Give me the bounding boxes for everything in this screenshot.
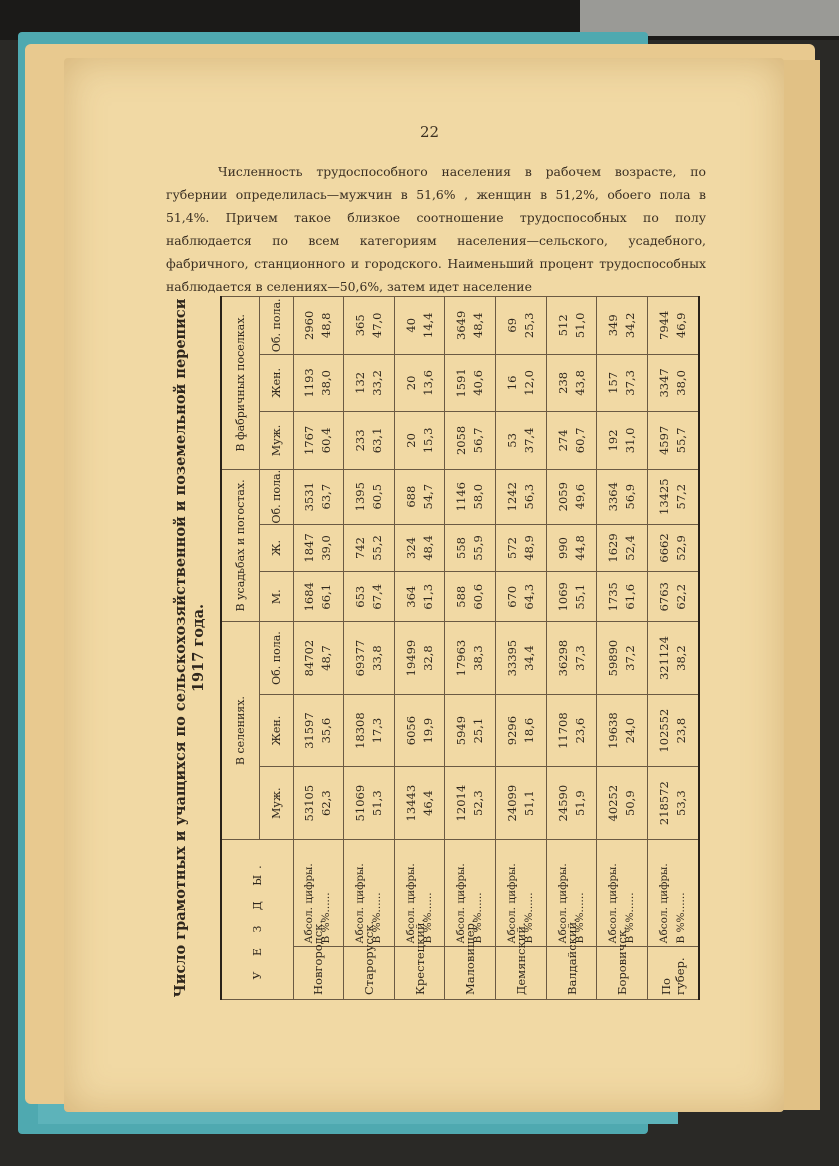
cell-percent: 52,4 — [623, 535, 638, 561]
table-cell — [597, 297, 648, 355]
cell-percent: 58,0 — [471, 483, 486, 510]
rotated-table-content — [168, 296, 708, 1000]
row-kind-abs: Абсол. цифры. — [353, 863, 366, 944]
cell-absolute: 3364 — [606, 482, 621, 512]
table-cell — [344, 767, 395, 840]
cell-percent: 48,4 — [420, 535, 435, 561]
table-cell — [648, 297, 699, 355]
cell-absolute: 5949 — [454, 715, 469, 746]
cell-percent: 60,5 — [369, 483, 384, 510]
cell-percent: 25,3 — [521, 312, 536, 339]
cell-percent: 37,3 — [623, 370, 638, 396]
table-cell — [293, 524, 344, 572]
cell-absolute: 1684 — [302, 582, 317, 612]
cell-absolute: 653 — [352, 585, 367, 608]
table-cell — [496, 767, 547, 840]
row-kind-abs: Абсол. цифры. — [455, 863, 468, 944]
table-cell — [394, 572, 445, 622]
table-cell — [293, 572, 344, 622]
table-row — [445, 297, 496, 1000]
table-cell — [496, 622, 547, 695]
cell-percent: 63,7 — [319, 483, 334, 510]
cell-absolute: 20 — [403, 433, 418, 448]
cell-absolute: 512 — [555, 314, 570, 337]
table-cell — [648, 354, 699, 412]
table-cell — [597, 412, 648, 470]
row-kind-pct: В %%...... — [370, 892, 383, 944]
table-row — [546, 297, 597, 1000]
cell-percent: 23,8 — [674, 717, 689, 744]
scan-background-corner — [580, 0, 839, 36]
table-cell — [597, 524, 648, 572]
cell-absolute: 349 — [606, 314, 621, 337]
table-cell — [648, 412, 699, 470]
cell-absolute: 6662 — [657, 533, 672, 563]
table-cell — [344, 694, 395, 767]
cell-percent: 49,6 — [572, 483, 587, 510]
cell-absolute: 4597 — [657, 425, 672, 456]
header-sub: Ж. — [259, 524, 293, 572]
cell-absolute: 84702 — [302, 639, 317, 677]
cell-percent: 37,2 — [623, 645, 638, 671]
cell-percent: 55,1 — [572, 583, 587, 610]
cell-percent: 57,2 — [674, 483, 689, 510]
cell-absolute: 688 — [403, 485, 418, 508]
cell-percent: 31,0 — [623, 427, 638, 454]
cell-percent: 19,9 — [420, 717, 435, 744]
cell-percent: 56,9 — [623, 483, 638, 510]
cell-absolute: 36298 — [555, 639, 570, 677]
table-cell — [648, 767, 699, 840]
cell-percent: 38,0 — [319, 370, 334, 396]
row-kind-labels — [648, 839, 699, 947]
cell-percent: 33,2 — [369, 370, 384, 396]
uezd-name: Крестецкий. — [394, 947, 445, 1000]
cell-percent: 61,6 — [623, 583, 638, 610]
uezd-name: Маловишер. — [445, 947, 496, 1000]
cell-percent: 37,4 — [521, 427, 536, 454]
header-sub: Муж. — [259, 767, 293, 840]
cell-absolute: 24590 — [555, 784, 570, 822]
cell-percent: 51,9 — [572, 790, 587, 816]
cell-absolute: 1767 — [302, 425, 317, 456]
cell-percent: 39,0 — [319, 535, 334, 561]
cell-absolute: 365 — [352, 314, 367, 337]
literacy-table — [220, 296, 700, 1000]
table-row — [648, 297, 699, 1000]
cell-absolute: 19499 — [403, 639, 418, 677]
table-cell — [546, 524, 597, 572]
cell-percent: 51,1 — [521, 790, 536, 816]
table-cell — [293, 297, 344, 355]
table-cell — [394, 354, 445, 412]
cell-absolute: 2960 — [302, 310, 317, 340]
table-cell — [496, 354, 547, 412]
table-cell — [597, 572, 648, 622]
cell-absolute: 13425 — [657, 478, 672, 515]
table-cell — [445, 412, 496, 470]
table-cell — [344, 469, 395, 524]
cell-absolute: 53 — [504, 433, 519, 448]
cell-absolute: 9296 — [504, 715, 519, 746]
cell-absolute: 11708 — [555, 712, 570, 749]
cell-percent: 38,2 — [674, 645, 689, 671]
cell-absolute: 1193 — [302, 368, 317, 398]
cell-absolute: 157 — [606, 371, 621, 394]
cell-absolute: 218572 — [657, 781, 672, 826]
table-cell — [648, 694, 699, 767]
header-group-factory: В фабричных поселках. — [221, 297, 259, 470]
cell-percent: 48,7 — [319, 645, 334, 671]
cell-absolute: 16 — [504, 375, 519, 391]
uezd-name: Старорусск. — [344, 947, 395, 1000]
cell-absolute: 2059 — [555, 482, 570, 512]
table-title-line-1: Число грамотных и учащихся по сельскохозяйственной и поземельной переписи — [172, 298, 189, 998]
cell-percent: 62,2 — [674, 583, 689, 610]
table-row — [293, 297, 344, 1000]
row-kind-pct: В %%...... — [624, 892, 637, 944]
cell-percent: 32,8 — [420, 645, 435, 671]
table-body — [293, 297, 699, 1000]
cell-absolute: 40 — [403, 317, 418, 333]
cell-percent: 38,3 — [471, 645, 486, 671]
row-kind-labels — [293, 839, 344, 947]
table-cell — [293, 767, 344, 840]
cell-absolute: 742 — [352, 537, 367, 559]
row-kind-pct: В %%...... — [472, 892, 485, 944]
cell-absolute: 102552 — [657, 708, 672, 753]
cell-absolute: 59890 — [606, 639, 621, 677]
cell-percent: 37,3 — [572, 645, 587, 671]
cell-absolute: 324 — [403, 537, 418, 559]
cell-absolute: 6056 — [403, 715, 418, 746]
adjacent-page-edge — [780, 60, 820, 1110]
table-cell — [394, 694, 445, 767]
table-cell — [445, 524, 496, 572]
cell-percent: 66,1 — [319, 583, 334, 610]
cell-absolute: 238 — [555, 371, 570, 394]
cell-absolute: 1146 — [454, 482, 469, 512]
cell-absolute: 2058 — [454, 425, 469, 456]
table-cell — [496, 297, 547, 355]
table-cell — [445, 469, 496, 524]
cell-percent: 55,9 — [471, 535, 486, 561]
cell-absolute: 192 — [606, 429, 621, 452]
cell-absolute: 572 — [504, 537, 519, 559]
cell-percent: 17,3 — [369, 717, 384, 744]
table-row — [597, 297, 648, 1000]
cell-percent: 52,3 — [471, 790, 486, 816]
cell-absolute: 1735 — [606, 582, 621, 612]
header-sub: Об. пола. — [259, 469, 293, 524]
table-cell — [445, 354, 496, 412]
table-cell — [546, 354, 597, 412]
cell-absolute: 19638 — [606, 712, 621, 749]
table-cell — [445, 694, 496, 767]
cell-absolute: 24099 — [504, 784, 519, 822]
row-kind-labels — [445, 839, 496, 947]
cell-percent: 48,8 — [319, 312, 334, 339]
row-kind-labels — [496, 839, 547, 947]
table-cell — [344, 297, 395, 355]
header-sub: Об. пола. — [259, 622, 293, 695]
table-cell — [293, 354, 344, 412]
rotated-table-area — [168, 296, 708, 1000]
cell-percent: 48,9 — [521, 535, 536, 561]
cell-absolute: 274 — [555, 429, 570, 452]
row-kind-abs: Абсол. цифры. — [607, 863, 620, 944]
cell-percent: 33,8 — [369, 645, 384, 671]
table-cell — [344, 572, 395, 622]
table-cell — [293, 622, 344, 695]
cell-percent: 40,6 — [471, 370, 486, 396]
table-cell — [496, 469, 547, 524]
cell-percent: 34,4 — [521, 645, 536, 671]
cell-percent: 46,4 — [420, 790, 435, 816]
row-kind-pct: В %%...... — [675, 892, 688, 944]
cell-absolute: 6763 — [657, 582, 672, 612]
table-cell — [597, 622, 648, 695]
table-cell — [293, 412, 344, 470]
cell-absolute: 233 — [352, 429, 367, 452]
row-kind-abs: Абсол. цифры. — [303, 863, 316, 944]
table-cell — [597, 694, 648, 767]
cell-percent: 55,2 — [369, 535, 384, 561]
cell-percent: 51,0 — [572, 312, 587, 339]
cell-percent: 44,8 — [572, 535, 587, 561]
cell-absolute: 1847 — [302, 533, 317, 563]
cell-absolute: 51069 — [352, 784, 367, 822]
row-kind-abs: Абсол. цифры. — [505, 863, 518, 944]
cell-absolute: 18308 — [352, 712, 367, 749]
table-cell — [394, 297, 445, 355]
table-cell — [546, 767, 597, 840]
cell-percent: 60,7 — [572, 427, 587, 454]
cell-absolute: 321124 — [657, 636, 672, 681]
row-kind-abs: Абсол. цифры. — [556, 863, 569, 944]
header-sub: Жен. — [259, 354, 293, 412]
row-kind-abs: Абсол. цифры. — [658, 863, 671, 944]
table-cell — [496, 694, 547, 767]
row-kind-pct: В %%...... — [573, 892, 586, 944]
cell-absolute: 53105 — [302, 784, 317, 822]
header-sub: М. — [259, 572, 293, 622]
table-cell — [597, 469, 648, 524]
table-cell — [344, 622, 395, 695]
cell-absolute: 3649 — [454, 310, 469, 340]
cell-absolute: 7944 — [657, 310, 672, 340]
cell-percent: 18,6 — [521, 717, 536, 744]
cell-percent: 62,3 — [319, 790, 334, 816]
table-cell — [445, 622, 496, 695]
uezd-name: Демянский. — [496, 947, 547, 1000]
cell-absolute: 1242 — [504, 482, 519, 512]
row-kind-abs: Абсол. цифры. — [404, 863, 417, 944]
table-row — [496, 297, 547, 1000]
row-kind-labels — [597, 839, 648, 947]
cell-absolute: 670 — [504, 585, 519, 608]
header-sub: Об. пола. — [259, 297, 293, 355]
table-cell — [394, 524, 445, 572]
cell-absolute: 1069 — [555, 582, 570, 612]
cell-percent: 54,7 — [420, 483, 435, 510]
cell-percent: 63,1 — [369, 427, 384, 454]
cell-percent: 34,2 — [623, 312, 638, 339]
cell-absolute: 1629 — [606, 533, 621, 563]
cell-percent: 55,7 — [674, 427, 689, 454]
table-cell — [394, 412, 445, 470]
cell-percent: 52,9 — [674, 535, 689, 561]
table-cell — [648, 572, 699, 622]
table-row — [344, 297, 395, 1000]
table-cell — [394, 469, 445, 524]
cell-absolute: 20 — [403, 375, 418, 391]
table-cell — [344, 354, 395, 412]
cell-percent: 48,4 — [471, 312, 486, 339]
cell-absolute: 69 — [504, 317, 519, 333]
cell-percent: 24,0 — [623, 717, 638, 744]
cell-absolute: 1591 — [454, 368, 469, 398]
cell-absolute: 40252 — [606, 784, 621, 822]
cell-percent: 46,9 — [674, 312, 689, 339]
cell-absolute: 31597 — [302, 712, 317, 749]
uezd-name: Валдайский. — [546, 947, 597, 1000]
row-kind-pct: В %%...... — [522, 892, 535, 944]
cell-percent: 51,3 — [369, 790, 384, 816]
cell-percent: 61,3 — [420, 583, 435, 610]
cell-percent: 23,6 — [572, 717, 587, 744]
table-title — [168, 296, 220, 1000]
cell-absolute: 1395 — [352, 482, 367, 512]
table-cell — [496, 572, 547, 622]
cell-absolute: 588 — [454, 585, 469, 608]
uezd-name: Новгородск. — [293, 947, 344, 1000]
header-uezdy: У Е З Д Ы. — [221, 839, 293, 999]
intro-paragraph: Численность трудоспособного населения в рабочем возрасте, по губернии определилась—мужчин в 51,6% , женщин в 51,2%, обоего пола в 51,4%. Причем такое близкое соотношение трудоспособных по полу наблюдается по всем категориям населения—сельского, усадебного, фабричного, станционного и городского. Наименьший процент трудоспособных наблюдается в селениях—50,6%, затем идет население — [166, 164, 706, 294]
cell-percent: 12,0 — [521, 370, 536, 396]
cell-absolute: 364 — [403, 585, 418, 608]
table-cell — [445, 297, 496, 355]
row-kind-pct: В %%...... — [320, 892, 333, 944]
table-cell — [597, 354, 648, 412]
table-cell — [648, 622, 699, 695]
header-sub: Жен. — [259, 694, 293, 767]
table-cell — [293, 694, 344, 767]
table-cell — [546, 469, 597, 524]
cell-absolute: 12014 — [454, 784, 469, 822]
table-title-line-2: 1917 года. — [190, 603, 207, 693]
table-cell — [546, 622, 597, 695]
cell-percent: 38,0 — [674, 370, 689, 396]
cell-percent: 50,9 — [623, 790, 638, 816]
cell-percent: 43,8 — [572, 370, 587, 396]
cell-absolute: 3531 — [302, 482, 317, 512]
cell-percent: 15,3 — [420, 427, 435, 454]
row-kind-labels — [394, 839, 445, 947]
cell-percent: 25,1 — [471, 717, 486, 744]
row-kind-pct: В %%...... — [421, 892, 434, 944]
table-cell — [344, 412, 395, 470]
cell-percent: 13,6 — [420, 370, 435, 396]
cell-absolute: 69377 — [352, 639, 367, 677]
cell-percent: 64,3 — [521, 583, 536, 610]
table-cell — [546, 297, 597, 355]
table-row — [394, 297, 445, 1000]
table-cell — [546, 572, 597, 622]
cell-absolute: 3347 — [657, 368, 672, 398]
header-sub: Муж. — [259, 412, 293, 470]
header-group-estates: В усадьбах и погостах. — [221, 469, 259, 622]
cell-absolute: 990 — [555, 537, 570, 559]
table-cell — [445, 767, 496, 840]
cell-percent: 67,4 — [369, 583, 384, 610]
row-kind-labels — [344, 839, 395, 947]
cell-percent: 60,6 — [471, 583, 486, 610]
cell-absolute: 558 — [454, 537, 469, 559]
table-cell — [394, 622, 445, 695]
cell-absolute: 13443 — [403, 784, 418, 822]
table-cell — [546, 412, 597, 470]
table-cell — [496, 412, 547, 470]
table-cell — [344, 524, 395, 572]
cell-percent: 35,6 — [319, 717, 334, 744]
table-cell — [394, 767, 445, 840]
cell-percent: 47,0 — [369, 312, 384, 339]
cell-percent: 60,4 — [319, 427, 334, 454]
uezd-name: По губер. — [648, 947, 699, 1000]
table-cell — [546, 694, 597, 767]
page-number: 22 — [420, 123, 440, 141]
table-cell — [445, 572, 496, 622]
table-cell — [293, 469, 344, 524]
row-kind-labels — [546, 839, 597, 947]
cell-absolute: 132 — [352, 371, 367, 394]
table-cell — [648, 469, 699, 524]
cell-percent: 56,3 — [521, 483, 536, 510]
cell-absolute: 17963 — [454, 639, 469, 677]
header-group-villages: В селениях. — [221, 622, 259, 840]
cell-absolute: 33395 — [504, 639, 519, 677]
uezd-name: Боровичск. — [597, 947, 648, 1000]
cell-percent: 14,4 — [420, 312, 435, 339]
table-cell — [496, 524, 547, 572]
cell-percent: 53,3 — [674, 790, 689, 816]
cell-percent: 56,7 — [471, 427, 486, 454]
table-cell — [648, 524, 699, 572]
table-cell — [597, 767, 648, 840]
